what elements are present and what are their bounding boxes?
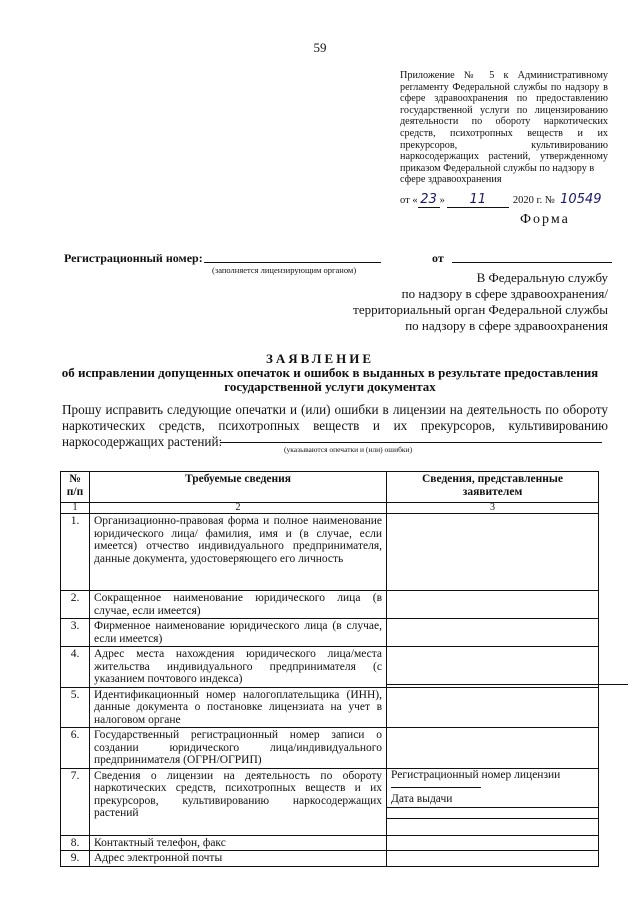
appendix-note	[400, 70, 608, 186]
document-subtitle: об исправлении допущенных опечаток и ошибок в выданных в результате предоставления государственной услуги документах	[61, 365, 599, 394]
column-number: 2	[90, 503, 387, 514]
applicant-value-cell[interactable]	[387, 728, 599, 769]
information-table	[60, 471, 599, 867]
row-label: Идентификационный номер налогоплательщика (ИНН), данные документа о постановке лицензиата на учет в налоговом органе	[90, 687, 387, 728]
row-label: Сведения о лицензии на деятельность по обороту наркотических средств, психотропных веществ и их прекурсоров, культивированию наркосодержащих растений	[90, 768, 387, 835]
applicant-value-cell[interactable]	[387, 851, 599, 867]
date-year: 2020 г. №	[512, 195, 555, 206]
row-label: Адрес электронной почты	[90, 851, 387, 867]
date-mid: »	[439, 195, 445, 206]
request-paragraph: Прошу исправить следующие опечатки и (или) ошибки в лицензии на деятельность по обороту наркотических средств, психотропных веществ и их прекурсоров, культивированию наркосодержащих растений:	[62, 402, 608, 449]
license-details-cell[interactable]	[387, 768, 599, 835]
column-number: 3	[387, 503, 599, 514]
order-date-line	[400, 192, 615, 208]
registration-number-label: Регистрационный номер:	[64, 251, 203, 265]
applicant-value-cell[interactable]	[387, 619, 599, 647]
license-number-label: Регистрационный номер лицензии	[391, 768, 561, 781]
applicant-value-cell[interactable]	[387, 687, 599, 728]
column-number: 1	[61, 503, 90, 514]
table-row	[61, 851, 599, 867]
registration-hint: (заполняется лицензирующим органом)	[212, 265, 357, 275]
appendix-text: Приложение № 5 к Административному регламенту Федеральной службы по надзору в сфере здравоохранения по предоставлению государственной услуги по лицензированию деятельности по обороту наркотических средств, психотропных веществ и их прекурсоров, культивированию наркосодержащих растений, утвержденному приказом Федеральной службы по надзору в	[400, 70, 608, 174]
table-row	[61, 514, 599, 591]
table-row	[61, 687, 599, 728]
header-applicant-info: Сведения, представленные заявителем	[387, 472, 599, 503]
row-label: Организационно-правовая форма и полное наименование юридического лица/ фамилия, имя и (в случае, если имеется) отчество индивидуального предпринимателя, данные документа, удостоверяющего его личность	[90, 514, 387, 591]
from-date-label: от	[432, 251, 444, 265]
row-number: 8.	[61, 835, 90, 851]
table-header-row	[61, 472, 599, 503]
addressee-line: территориальный орган Федеральной службы	[353, 302, 608, 317]
date-prefix: от «	[400, 195, 418, 206]
addressee-line: В Федеральную службу	[476, 270, 608, 285]
handwritten-month: 11	[447, 192, 509, 208]
page-number: 59	[313, 40, 327, 55]
applicant-value-cell[interactable]	[387, 514, 599, 591]
addressee-line: по надзору в сфере здравоохранения	[405, 318, 608, 333]
addressee-block	[330, 270, 608, 334]
row-number: 5.	[61, 687, 90, 728]
license-number-field[interactable]	[387, 783, 598, 793]
row-number: 4.	[61, 647, 90, 688]
column-number-row	[61, 503, 599, 514]
issue-date-label: Дата выдачи	[387, 793, 598, 808]
row-number: 2.	[61, 591, 90, 619]
addressee-line: по надзору в сфере здравоохранения/	[401, 286, 608, 301]
table-row	[61, 835, 599, 851]
table-row	[61, 728, 599, 769]
row-number: 6.	[61, 728, 90, 769]
row-number: 3.	[61, 619, 90, 647]
from-date-field	[452, 262, 612, 263]
table-row	[61, 619, 599, 647]
registration-number-field	[204, 262, 381, 263]
document-title: ЗАЯВЛЕНИЕ	[265, 351, 375, 366]
applicant-value-cell[interactable]	[387, 835, 599, 851]
row-label: Сокращенное наименование юридического лица (в случае, если имеется)	[90, 591, 387, 619]
header-number: № п/п	[61, 472, 90, 503]
issue-date-field[interactable]	[387, 808, 598, 819]
form-label: Форма	[520, 212, 570, 227]
appendix-text-last: сфере здравоохранения	[400, 174, 502, 186]
table-extension-line	[386, 684, 628, 685]
row-label: Контактный телефон, факс	[90, 835, 387, 851]
request-hint: (указываются опечатки и (или) ошибки)	[284, 445, 413, 454]
row-number: 9.	[61, 851, 90, 867]
header-required-info: Требуемые сведения	[90, 472, 387, 503]
table-row	[61, 647, 599, 688]
request-errors-field	[220, 442, 602, 443]
table-row	[61, 591, 599, 619]
row-number: 1.	[61, 514, 90, 591]
applicant-value-cell[interactable]	[387, 647, 599, 688]
row-number: 7.	[61, 768, 90, 835]
handwritten-day: 23	[418, 192, 440, 208]
table-row	[61, 768, 599, 835]
row-label: Государственный регистрационный номер записи о создании юридического лица/индивидуального предпринимателя (ОГРН/ОГРИП)	[90, 728, 387, 769]
row-label: Фирменное наименование юридического лица (в случае, если имеется)	[90, 619, 387, 647]
row-label: Адрес места нахождения юридического лица/места жительства индивидуального предпринимателя (с указанием почтового индекса)	[90, 647, 387, 688]
handwritten-order-number: 10549	[560, 192, 602, 207]
applicant-value-cell[interactable]	[387, 591, 599, 619]
